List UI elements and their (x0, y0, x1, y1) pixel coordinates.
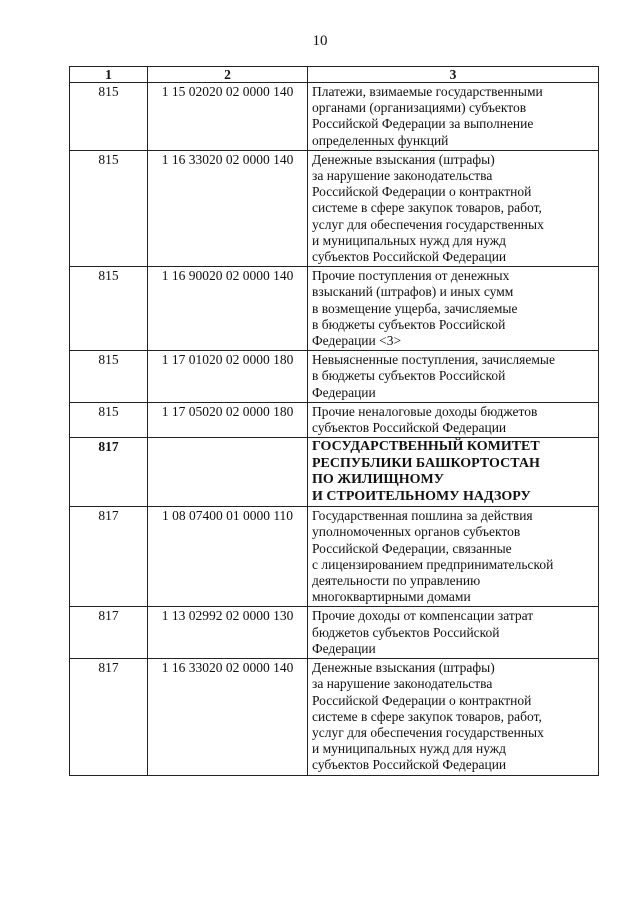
column-header-admin: 1 (70, 67, 148, 83)
kbk-code-cell (148, 438, 308, 507)
admin-code-cell: 815 (70, 83, 148, 151)
admin-code-cell: 815 (70, 402, 148, 437)
budget-classification-table (69, 66, 599, 776)
description-cell: Государственная пошлина за действия уполномоченных органов субъектов Российской Федерации, связанные с лицензированием предпринимательской деятельности по управлению многоквартирными домами (308, 507, 599, 607)
description-cell: Прочие неналоговые доходы бюджетов субъектов Российской Федерации (308, 402, 599, 437)
table-row (70, 351, 599, 403)
table-section-row (70, 438, 599, 507)
admin-code-cell: 815 (70, 150, 148, 266)
table-row (70, 83, 599, 151)
section-title-cell: ГОСУДАРСТВЕННЫЙ КОМИТЕТ РЕСПУБЛИКИ БАШКОРТОСТАН ПО ЖИЛИЩНОМУ И СТРОИТЕЛЬНОМУ НАДЗОРУ (308, 438, 599, 507)
description-cell: Денежные взыскания (штрафы) за нарушение законодательства Российской Федерации о контрактной системе в сфере закупок товаров, работ, услуг для обеспечения государственных и муниципальных нужд для нужд субъектов Российской Федерации (308, 659, 599, 775)
description-cell: Денежные взыскания (штрафы) за нарушение законодательства Российской Федерации о контрактной системе в сфере закупок товаров, работ, услуг для обеспечения государственных и муниципальных нужд для нужд субъектов Российской Федерации (308, 150, 599, 266)
admin-code-cell: 817 (70, 438, 148, 507)
admin-code-cell: 815 (70, 267, 148, 351)
kbk-code-cell: 1 17 01020 02 0000 180 (148, 351, 308, 403)
table-row (70, 267, 599, 351)
description-cell: Платежи, взимаемые государственными органами (организациями) субъектов Российской Федерации за выполнение определенных функций (308, 83, 599, 151)
table-body (70, 83, 599, 776)
column-header-code: 2 (148, 67, 308, 83)
kbk-code-cell: 1 16 90020 02 0000 140 (148, 267, 308, 351)
page-number: 10 (312, 33, 328, 49)
admin-code-cell: 817 (70, 507, 148, 607)
kbk-code-cell: 1 08 07400 01 0000 110 (148, 507, 308, 607)
table-header-row (70, 67, 599, 83)
table-row (70, 607, 599, 659)
description-cell: Прочие поступления от денежных взысканий (штрафов) и иных сумм в возмещение ущерба, зачисляемые в бюджеты субъектов Российской Федерации <3> (308, 267, 599, 351)
description-cell: Прочие доходы от компенсации затрат бюджетов субъектов Российской Федерации (308, 607, 599, 659)
kbk-code-cell: 1 16 33020 02 0000 140 (148, 659, 308, 775)
admin-code-cell: 817 (70, 659, 148, 775)
description-cell: Невыясненные поступления, зачисляемые в бюджеты субъектов Российской Федерации (308, 351, 599, 403)
kbk-code-cell: 1 17 05020 02 0000 180 (148, 402, 308, 437)
kbk-code-cell: 1 15 02020 02 0000 140 (148, 83, 308, 151)
table-row (70, 659, 599, 775)
table-row (70, 402, 599, 437)
admin-code-cell: 815 (70, 351, 148, 403)
column-header-description: 3 (308, 67, 599, 83)
kbk-code-cell: 1 16 33020 02 0000 140 (148, 150, 308, 266)
table-row (70, 150, 599, 266)
admin-code-cell: 817 (70, 607, 148, 659)
kbk-code-cell: 1 13 02992 02 0000 130 (148, 607, 308, 659)
table-row (70, 507, 599, 607)
